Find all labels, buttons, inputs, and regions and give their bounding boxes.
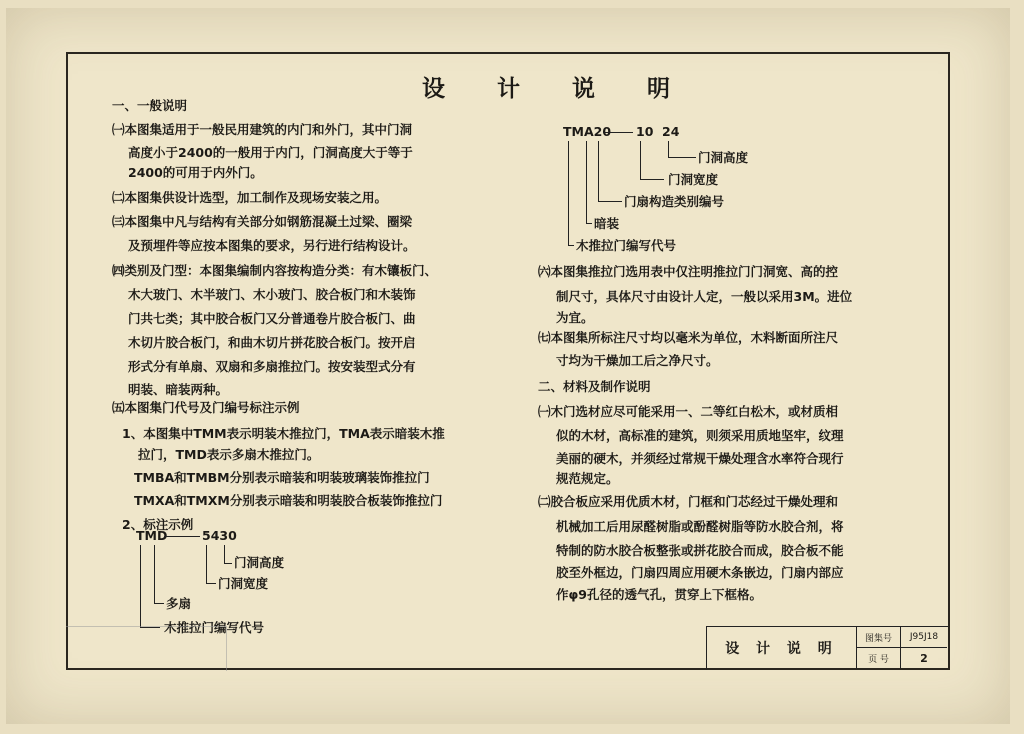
left-text-line: ㈣类别及门型：本图集编制内容按构造分类：有木镶板门、 <box>112 263 438 278</box>
page-number: 2 <box>920 652 928 665</box>
faded-stamp-block <box>66 626 227 671</box>
right-text-line: 胶至外框边，门扇四周应用硬木条嵌边，门扇内部应 <box>556 565 844 580</box>
right-text-line: 二、材料及制作说明 <box>538 379 651 394</box>
example1-num2: 24 <box>662 124 680 139</box>
right-text-line: 规范规定。 <box>556 471 619 486</box>
right-text-line: 特制的防水胶合板整张或拼花胶合而成，胶合板不能 <box>556 543 844 558</box>
example1-code-label: 木推拉门编写代号 <box>576 238 677 253</box>
example1-height-label: 门洞高度 <box>698 150 749 165</box>
left-text-line: ㈠本图集适用于一般民用建筑的内门和外门，其中门洞 <box>112 122 413 137</box>
right-text-line: 似的木材，高标准的建筑，则须采用质地坚牢，纹理 <box>556 428 844 443</box>
example1-struct-label: 门扇构造类别编号 <box>624 194 725 209</box>
page-title: 设 计 说 明 <box>422 76 693 102</box>
leader-line <box>568 141 569 245</box>
left-text-line: 高度小于2400的一般用于内门，门洞高度大于等于 <box>128 145 413 160</box>
leader-line <box>640 141 641 179</box>
left-text-line: ㈢本图集中凡与结构有关部分如钢筋混凝土过梁、圈梁 <box>112 214 413 229</box>
leader-line <box>140 545 141 627</box>
left-text-line: 木切片胶合板门，和曲木切片拼花胶合板门。按开启 <box>128 335 416 350</box>
leader-line <box>598 201 622 202</box>
leader-line <box>224 545 225 563</box>
example1-dash <box>603 132 633 133</box>
left-text-line: 木大玻门、木半玻门、木小玻门、胶合板门和木装饰 <box>128 287 416 302</box>
right-text-line: 为宜。 <box>556 310 594 325</box>
example2-dims: 5430 <box>202 528 237 543</box>
right-text-line: ㈦本图集所标注尺寸均以毫米为单位，木料断面所注尺 <box>538 330 839 345</box>
example1-width-label: 门洞宽度 <box>668 172 719 187</box>
left-text-line: ㈡本图集供设计选型，加工制作及现场安装之用。 <box>112 190 388 205</box>
left-text-line: 拉门，TMD表示多扇木推拉门。 <box>138 447 320 462</box>
example2-height-label: 门洞高度 <box>234 555 285 570</box>
left-text-line: 门共七类；其中胶合板门又分普通卷片胶合板门、曲 <box>128 311 416 326</box>
left-text-line: 及预埋件等应按本图集的要求，另行进行结构设计。 <box>128 238 416 253</box>
example2-multi-label: 多扇 <box>166 596 192 611</box>
left-text-line: 2400的可用于内外门。 <box>128 165 263 180</box>
leader-line <box>668 157 696 158</box>
left-text-line: 明装、暗装两种。 <box>128 382 229 397</box>
right-text-line: ㈥本图集推拉门选用表中仅注明推拉门门洞宽、高的控 <box>538 264 839 279</box>
left-text-line: TMXA和TMXM分别表示暗装和明装胶合板装饰推拉门 <box>134 493 443 508</box>
left-text-line: 2、标注示例 <box>122 517 194 532</box>
left-text-line: 1、本图集中TMM表示明装木推拉门，TMA表示暗装木推 <box>122 426 445 441</box>
leader-line <box>586 223 592 224</box>
right-text-line: 作φ9孔径的透气孔，贯穿上下框格。 <box>556 587 762 602</box>
leader-line <box>206 545 207 583</box>
title-block-name: 设 计 说 明 <box>707 627 857 669</box>
leader-line <box>154 603 164 604</box>
leader-line <box>640 179 664 180</box>
leader-line <box>586 141 587 223</box>
example1-code: TMA20 <box>563 124 612 139</box>
left-text-line: ㈤本图集门代号及门编号标注示例 <box>112 400 300 415</box>
leader-line <box>224 563 232 564</box>
leader-line <box>568 245 574 246</box>
leader-line <box>154 545 155 603</box>
leader-line <box>206 583 216 584</box>
right-text-line: ㈡胶合板应采用优质木材，门框和门芯经过干燥处理和 <box>538 494 839 509</box>
right-text-line: 美丽的硬木，并须经过常规干燥处理含水率符合现行 <box>556 451 844 466</box>
right-text-line: 寸均为干燥加工后之净尺寸。 <box>556 353 719 368</box>
atlas-number: J95J18 <box>901 627 947 648</box>
example2-code: TMD <box>136 528 168 543</box>
leader-line <box>668 141 669 157</box>
example2-code-label: 木推拉门编写代号 <box>164 620 265 635</box>
left-text-line: 形式分有单扇、双扇和多扇推拉门。按安装型式分有 <box>128 359 416 374</box>
example1-num1: 10 <box>636 124 654 139</box>
section-heading-general: 一、一般说明 <box>112 98 188 113</box>
example2-width-label: 门洞宽度 <box>218 576 269 591</box>
example2-dash <box>164 536 200 537</box>
atlas-label: 图集号 <box>857 627 901 648</box>
right-text-line: 制尺寸，具体尺寸由设计人定，一般以采用3M。进位 <box>556 289 853 304</box>
right-text-line: ㈠木门选材应尽可能采用一、二等红白松木，或材质相 <box>538 404 839 419</box>
title-block <box>706 626 948 670</box>
left-text-line: TMBA和TMBM分别表示暗装和明装玻璃装饰推拉门 <box>134 470 430 485</box>
leader-line <box>598 141 599 201</box>
example1-hidden-label: 暗装 <box>594 216 620 231</box>
page-label: 页 号 <box>857 648 901 669</box>
right-text-line: 机械加工后用尿醛树脂或酚醛树脂等防水胶合剂，将 <box>556 519 844 534</box>
